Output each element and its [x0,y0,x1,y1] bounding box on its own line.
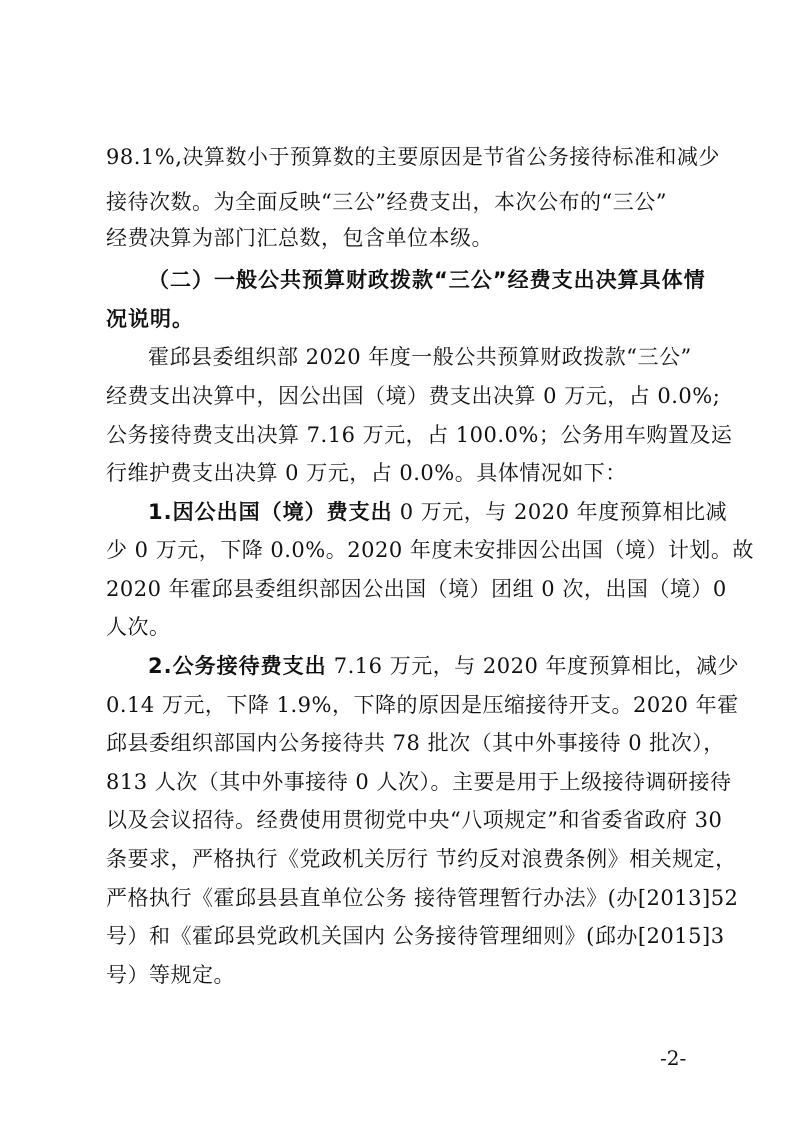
paragraph-line: 813 人次（其中外事接待 0 人次）。主要是用于上级接待调研接待 [106,770,732,794]
paragraph-line: 严格执行《霍邱县县直单位公务 接待管理暂行办法》(办[2013]52 [106,886,739,910]
paragraph-line: 邱县委组织部国内公务接待共 78 批次（其中外事接待 0 批次）， [106,731,725,755]
paragraph-line: 98.1%,决算数小于预算数的主要原因是节省公务接待标准和减少 [106,145,720,169]
paragraph-line: 人次。 [106,615,171,639]
section-heading-line: （二）一般公共预算财政拨款“三公”经费支出决算具体情 [148,268,706,292]
paragraph-line: 0.14 万元，下降 1.9%，下降的原因是压缩接待开支。2020 年霍 [106,693,739,717]
paragraph-line: 霍邱县委组织部 2020 年度一般公共预算财政拨款“三公” [148,345,692,369]
paragraph-line: 经费支出决算中，因公出国（境）费支出决算 0 万元，占 0.0%; [106,384,721,408]
paragraph-line: 条要求，严格执行《党政机关厉行 节约反对浪费条例》相关规定， [106,847,737,871]
paragraph-line: 少 0 万元，下降 0.0%。2020 年度未安排因公出国（境）计划。故 [106,538,754,562]
subsection-line [148,647,793,685]
section-heading-line: 况说明。 [106,307,194,331]
subsection-line [148,493,793,531]
paragraph-line: 2020 年霍邱县委组织部因公出国（境）团组 0 次，出国（境）0 [106,577,727,601]
paragraph-line: 经费决算为部门汇总数，包含单位本级。 [106,226,493,250]
paragraph-line: 接待次数。为全面反映“三公”经费支出，本次公布的“三公” [106,190,667,214]
page-number: -2- [660,1046,687,1070]
paragraph-line: 以及会议招待。经费使用贯彻党中央“八项规定”和省委省政府 30 [106,808,723,832]
subsection-text: 0 万元，与 2020 年度预算相比减 [392,500,728,524]
paragraph-line: 号）等规定。 [106,963,235,987]
subsection-heading: 1.因公出国（境）费支出 [148,500,393,524]
paragraph-line: 号）和《霍邱县党政机关国内 公务接待管理细则》(邱办[2015]3 [106,924,725,948]
paragraph-line: 公务接待费支出决算 7.16 万元，占 100.0%；公务用车购置及运 [106,423,733,447]
subsection-heading: 2.公务接待费支出 [148,654,327,678]
paragraph-line: 行维护费支出决算 0 万元，占 0.0%。具体情况如下： [106,461,627,485]
subsection-text: 7.16 万元，与 2020 年度预算相比，减少 [326,654,739,678]
